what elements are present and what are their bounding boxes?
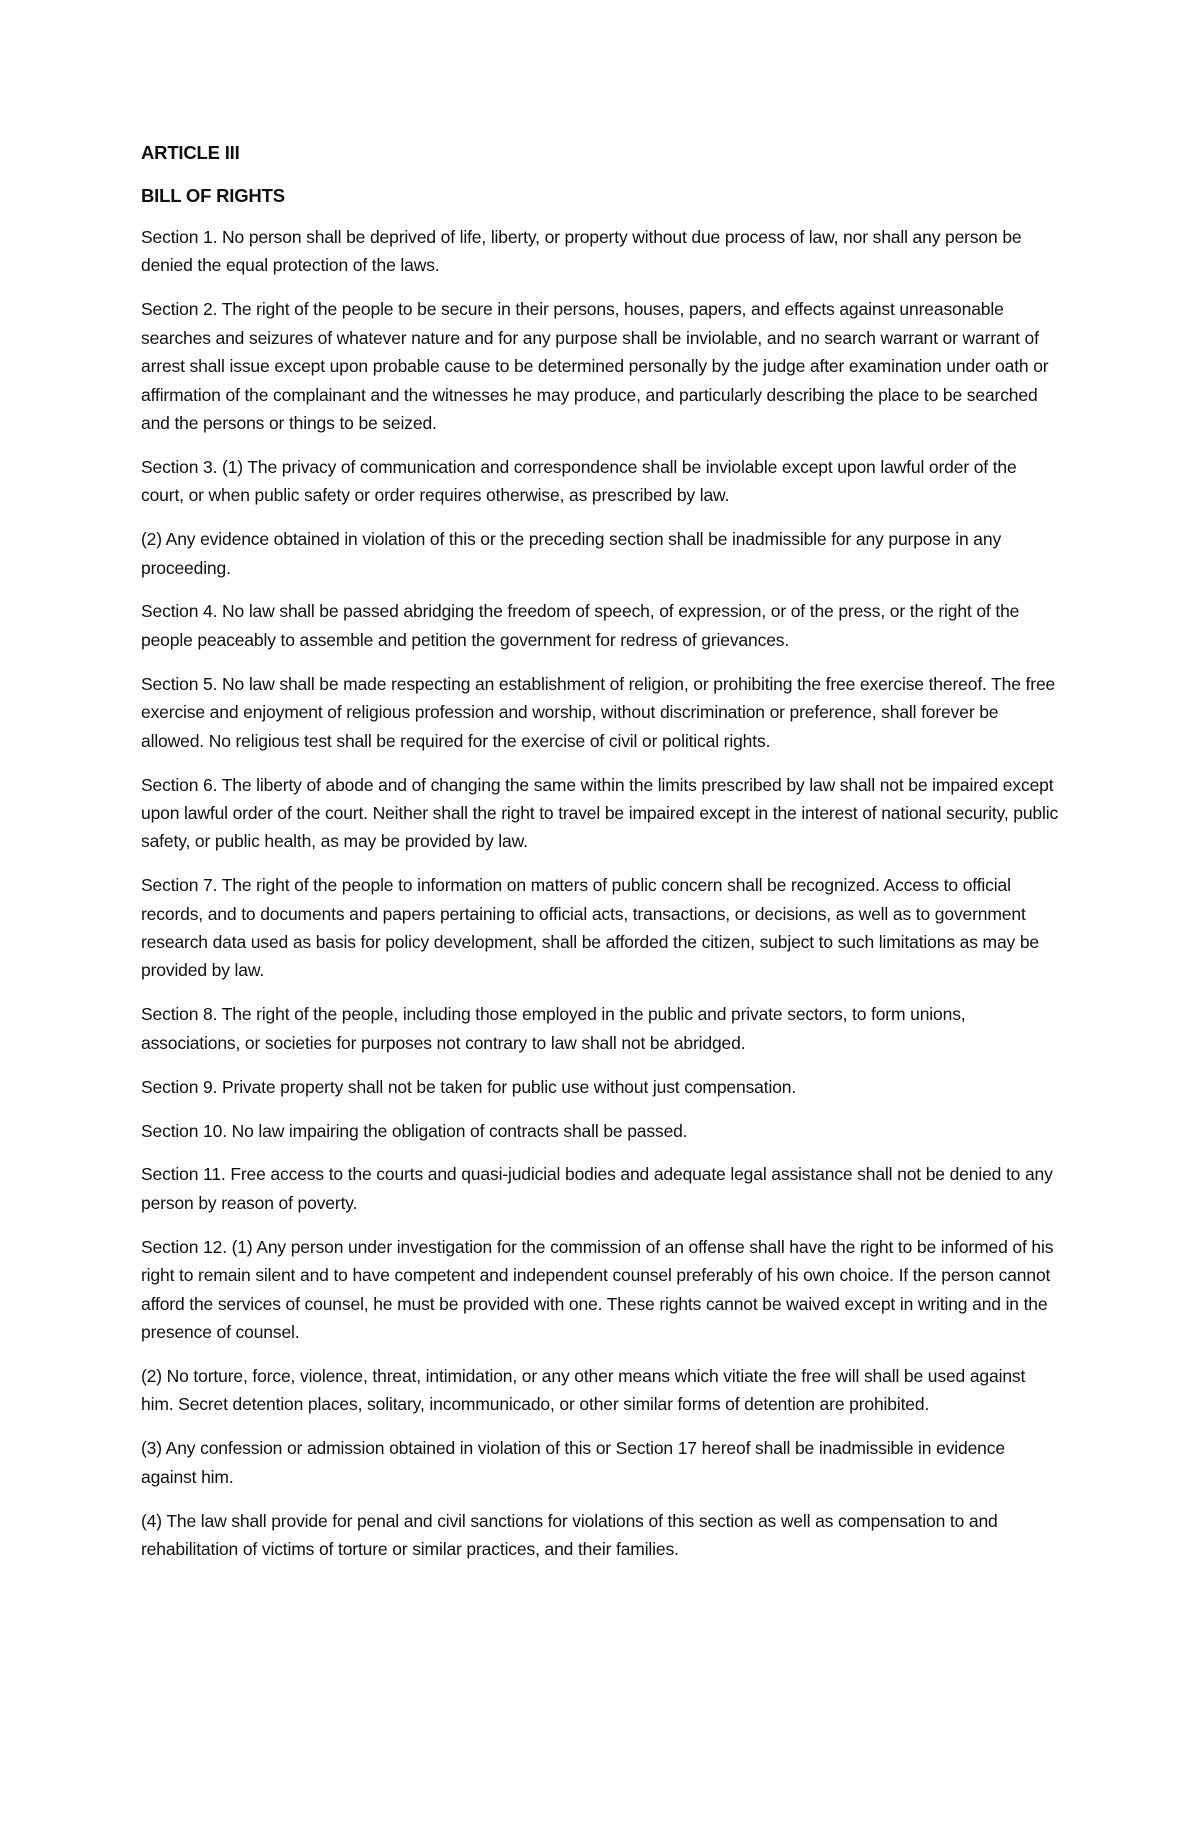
section-12-4-paragraph: (4) The law shall provide for penal and civil sanctions for violations of this section as well as compensation to and rehabilitation of victims of torture or similar practices, and their families. [141,1510,998,1559]
section-2-paragraph: Section 2. The right of the people to be secure in their persons, houses, papers, and effects against unreasonable searches and seizures of whatever nature and for any purpose shall be inviolable, and no search warrant or warrant of arrest shall issue except upon probable cause to be determined personally by the judge after examination under oath or affirmation of the complainant and the witnesses he may produce, and particularly describing the place to be searched and the persons or things to be seized. [141,299,1049,433]
section-5-paragraph: Section 5. No law shall be made respecting an establishment of religion, or prohibiting the free exercise thereof. The free exercise and enjoyment of religious profession and worship, without discrimination or preference, shall forever be allowed. No religious test shall be required for the exercise of civil or political rights. [141,673,1056,751]
section-10-paragraph: Section 10. No law impairing the obligation of contracts shall be passed. [141,1120,688,1141]
section-6-paragraph: Section 6. The liberty of abode and of changing the same within the limits prescribed by law shall not be impaired except upon lawful order of the court. Neither shall the right to travel be impaired except in the interest of national security, public safety, or public health, as may be provided by law. [141,774,1059,852]
section-1-paragraph: Section 1. No person shall be deprived of life, liberty, or property without due process of law, nor shall any person be denied the equal protection of the laws. [141,227,1022,276]
section-3-2-paragraph: (2) Any evidence obtained in violation of this or the preceding section shall be inadmissible for any purpose in any proceeding. [141,529,1002,578]
section-7-paragraph: Section 7. The right of the people to information on matters of public concern shall be recognized. Access to official records, and to documents and papers pertaining to official acts, transactions, or decisions, as well as to government research data used as basis for policy development, shall be afforded the citizen, subject to such limitations as may be provided by law. [141,875,1040,981]
article-heading: ARTICLE III [141,142,240,163]
section-3-1-paragraph: Section 3. (1) The privacy of communication and correspondence shall be inviolable except upon lawful order of the court, or when public safety or order requires otherwise, as prescribed by law. [141,456,1017,506]
section-12-1-paragraph: Section 12. (1) Any person under investigation for the commission of an offense shall have the right to be informed of his right to remain silent and to have competent and independent counsel preferably of his own choice. If the person cannot afford the services of counsel, he must be provided with one. These rights cannot be waived except in writing and in the presence of counsel. [141,1236,1054,1342]
section-4-paragraph: Section 4. No law shall be passed abridging the freedom of speech, of expression, or of the press, or the right of the people peaceably to assemble and petition the government for redress of grievances. [141,601,1020,650]
section-12-2-paragraph: (2) No torture, force, violence, threat, intimidation, or any other means which vitiate the free will shall be used against him. Secret detention places, solitary, incommunicado, or other similar forms of detention are prohibited. [141,1365,1026,1415]
bill-of-rights-title: BILL OF RIGHTS [141,185,285,206]
document-body [141,140,1061,1579]
section-8-paragraph: Section 8. The right of the people, including those employed in the public and private sectors, to form unions, associations, or societies for purposes not contrary to law shall not be abridged. [141,1004,966,1053]
section-11-paragraph: Section 11. Free access to the courts and quasi-judicial bodies and adequate legal assistance shall not be denied to any person by reason of poverty. [141,1164,1053,1213]
section-12-3-paragraph: (3) Any confession or admission obtained in violation of this or Section 17 hereof shall be inadmissible in evidence against him. [141,1438,1005,1487]
section-9-paragraph: Section 9. Private property shall not be taken for public use without just compensation. [141,1076,797,1097]
